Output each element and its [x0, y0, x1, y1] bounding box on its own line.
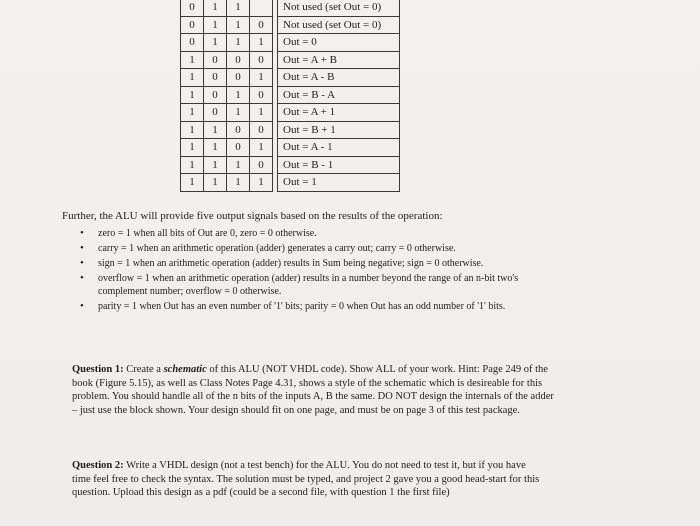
- table-row: [181, 69, 400, 87]
- signal-description: overflow = 1 when an arithmetic operation (adder) results in a number beyond the range of an n-bit two's complement number; overflow = 0 otherwise.: [98, 273, 519, 297]
- table-cell-description: Out = A + 1: [278, 104, 400, 122]
- table-cell-description: Out = B - A: [278, 86, 400, 104]
- table-cell: 1: [250, 69, 273, 87]
- list-item: [70, 242, 570, 255]
- table-cell: 1: [250, 174, 273, 192]
- table-cell: 1: [181, 121, 204, 139]
- table-cell: 1: [204, 174, 227, 192]
- table-cell: 0: [227, 121, 250, 139]
- table-cell: 1: [204, 121, 227, 139]
- table-cell: 1: [181, 69, 204, 87]
- table-cell: 1: [204, 0, 227, 16]
- table-cell: 1: [181, 86, 204, 104]
- table-cell-description: Not used (set Out = 0): [278, 0, 400, 16]
- table-cell-description: Out = 1: [278, 174, 400, 192]
- question-1-text-after: of this ALU (NOT VHDL code). Show ALL of your work. Hint: Page 249 of the book (Figure 5.15), as well as Class Notes Page 4.31, shows a style of the schematic which is desireable for this problem. You should handle all of the n bits of the inputs A, B the same. DO NOT design the internals of the adder – just use the block shown. Your design should fit on one page, and must be on page 3 of this test package.: [72, 364, 554, 416]
- table-cell-description: Not used (set Out = 0): [278, 16, 400, 34]
- table-cell-description: Out = A - B: [278, 69, 400, 87]
- table-row: [181, 139, 400, 157]
- table-cell: 1: [204, 156, 227, 174]
- output-signals-list: [70, 227, 570, 315]
- signals-intro: Further, the ALU will provide five output signals based on the results of the operation:: [62, 210, 443, 222]
- table-row: [181, 104, 400, 122]
- table-cell-description: Out = A + B: [278, 51, 400, 69]
- table-cell: 1: [204, 16, 227, 34]
- table-cell: 1: [204, 139, 227, 157]
- table-row: [181, 121, 400, 139]
- signal-description: zero = 1 when all bits of Out are 0, zero = 0 otherwise.: [98, 228, 317, 239]
- truth-table-body: [181, 0, 400, 191]
- table-cell: 1: [227, 156, 250, 174]
- table-cell: 1: [227, 0, 250, 16]
- table-cell: 0: [204, 69, 227, 87]
- question-2: [72, 459, 547, 500]
- table-cell: 0: [227, 139, 250, 157]
- alu-truth-table: [180, 0, 400, 192]
- bullet-icon: •: [80, 257, 84, 269]
- table-cell: 1: [250, 104, 273, 122]
- table-cell: 1: [181, 156, 204, 174]
- table-cell: 0: [181, 34, 204, 52]
- table-row: [181, 86, 400, 104]
- table-row: [181, 156, 400, 174]
- table-cell: 1: [181, 104, 204, 122]
- table-cell: 1: [227, 104, 250, 122]
- table-cell: 0: [204, 86, 227, 104]
- table-row: [181, 0, 400, 16]
- question-1-label: Question 1:: [72, 364, 124, 375]
- table-cell: [250, 0, 273, 16]
- table-cell: 0: [181, 0, 204, 16]
- table-cell: 1: [227, 34, 250, 52]
- signal-description: sign = 1 when an arithmetic operation (adder) results in Sum being negative; sign = 0 otherwise.: [98, 258, 484, 269]
- table-cell: 0: [250, 51, 273, 69]
- table-cell: 0: [204, 51, 227, 69]
- table-row: [181, 34, 400, 52]
- table-cell: 1: [181, 51, 204, 69]
- list-item: [70, 272, 570, 298]
- bullet-icon: •: [80, 300, 84, 312]
- table-cell: 0: [250, 156, 273, 174]
- table-cell: 1: [250, 34, 273, 52]
- question-2-text: Write a VHDL design (not a test bench) for the ALU. You do not need to test it, but if you have time feel free to check the syntax. The solution must be typed, and project 2 gave you a good head-start for this question. Upload this design as a pdf (could be a second file, with question 1 the first file): [72, 460, 540, 499]
- table-cell-description: Out = B - 1: [278, 156, 400, 174]
- table-cell: 1: [181, 174, 204, 192]
- question-1-emphasis: schematic: [163, 364, 207, 375]
- table-cell-description: Out = A - 1: [278, 139, 400, 157]
- table-cell: 1: [181, 139, 204, 157]
- table-cell: 1: [250, 139, 273, 157]
- list-item: [70, 257, 570, 270]
- table-cell: 1: [204, 34, 227, 52]
- bullet-icon: •: [80, 242, 84, 254]
- table-cell-description: Out = B + 1: [278, 121, 400, 139]
- bullet-icon: •: [80, 227, 84, 239]
- question-1: [72, 363, 557, 417]
- question-1-text-before: Create a: [123, 364, 164, 375]
- signal-description: carry = 1 when an arithmetic operation (adder) generates a carry out; carry = 0 otherwise.: [98, 243, 456, 254]
- table-cell: 0: [250, 121, 273, 139]
- table-cell: 0: [250, 16, 273, 34]
- question-2-label: Question 2:: [72, 460, 124, 471]
- table-cell: 1: [227, 16, 250, 34]
- table-cell: 1: [227, 86, 250, 104]
- table-cell: 0: [250, 86, 273, 104]
- table-row: [181, 51, 400, 69]
- bullet-icon: •: [80, 272, 84, 284]
- table-cell-description: Out = 0: [278, 34, 400, 52]
- table-cell: 0: [227, 51, 250, 69]
- table-cell: 0: [227, 69, 250, 87]
- table-row: [181, 174, 400, 192]
- list-item: [70, 300, 570, 313]
- table-cell: 0: [204, 104, 227, 122]
- table-cell: 1: [227, 174, 250, 192]
- table-row: [181, 16, 400, 34]
- table-cell: 0: [181, 16, 204, 34]
- signal-description: parity = 1 when Out has an even number of '1' bits; parity = 0 when Out has an odd number of '1' bits.: [98, 301, 506, 312]
- list-item: [70, 227, 570, 240]
